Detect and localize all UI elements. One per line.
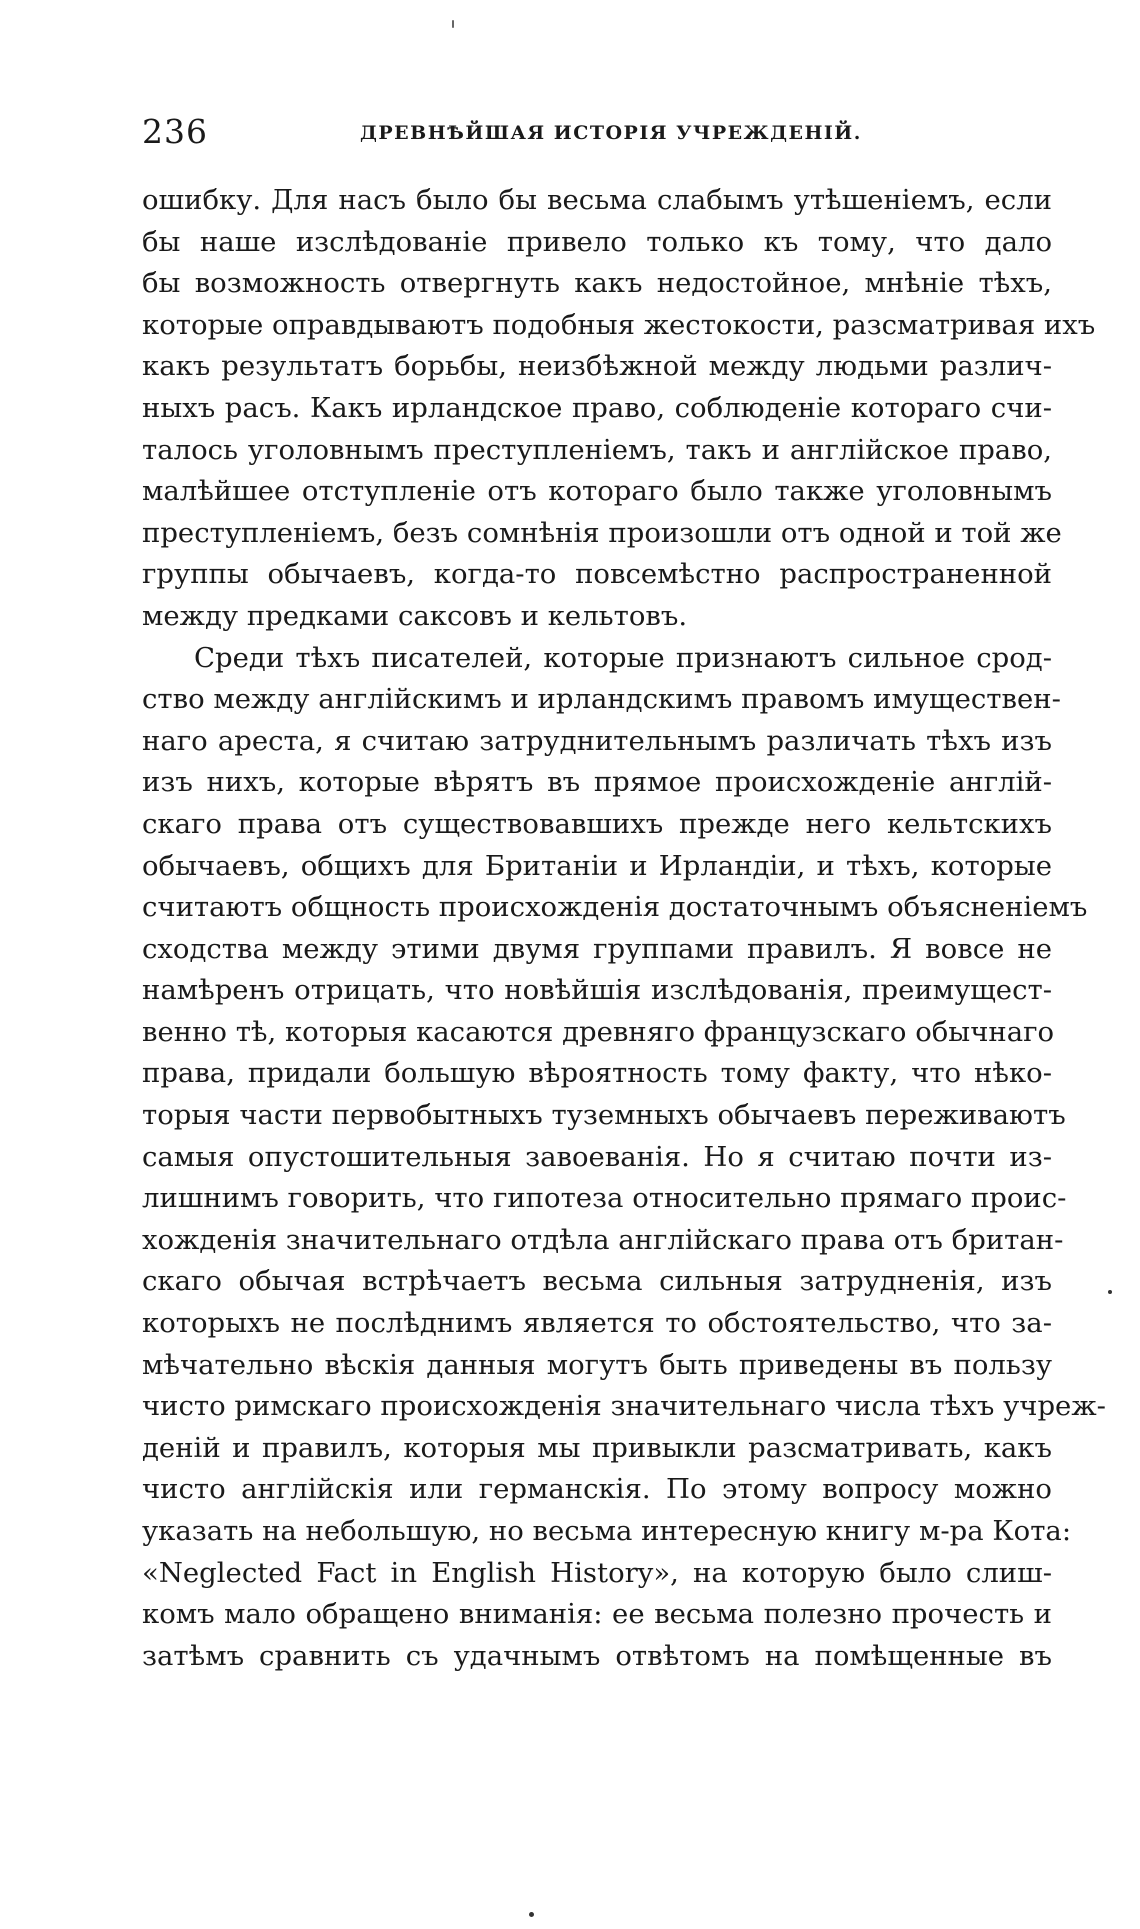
text-line: ство между англійскимъ и ирландскимъ правомъ имуществен- — [142, 683, 1061, 716]
text-line: чисто англійскія или германскія. По этому вопросу можно — [142, 1473, 1052, 1506]
text-line: бы наше изслѣдованіе привело только къ тому, что дало — [142, 225, 1052, 258]
text-line: бы возможность отвергнуть какъ недостойное, мнѣніе тѣхъ, — [142, 267, 1052, 300]
text-line: малѣйшее отступленіе отъ котораго было также уголовнымъ — [142, 475, 1052, 508]
text-line: мѣчательно вѣскія данныя могутъ быть приведены въ пользу — [142, 1348, 1052, 1381]
text-line: венно тѣ, которыя касаются древняго французскаго обычнаго — [142, 1015, 1055, 1048]
text-line: которые оправдываютъ подобныя жестокости, разсматривая ихъ — [142, 308, 1096, 341]
text-line: ошибку. Для насъ было бы весьма слабымъ утѣшеніемъ, если — [142, 184, 1052, 216]
text-line: права, придали большую вѣроятность тому факту, что нѣко- — [142, 1057, 1052, 1090]
running-title: ДРЕВНѢЙШАЯ ИСТОРІЯ УЧРЕЖДЕНІЙ. — [360, 122, 862, 144]
text-line: талось уголовнымъ преступленіемъ, такъ и англійское право, — [142, 433, 1052, 466]
text-line: Среди тѣхъ писателей, которые признаютъ сильное срод- — [194, 641, 1052, 674]
text-line: скаго обычая встрѣчаетъ весьма сильныя затрудненія, изъ — [142, 1265, 1052, 1298]
text-line: ныхъ расъ. Какъ ирландское право, соблюденіе котораго счи- — [142, 391, 1052, 424]
text-line: хожденія значительнаго отдѣла англійскаго права отъ британ- — [142, 1223, 1064, 1256]
paragraph-2 — [142, 638, 1106, 1678]
text-line: обычаевъ, общихъ для Британіи и Ирландіи, и тѣхъ, которые — [142, 849, 1052, 882]
text-line: преступленіемъ, безъ сомнѣнія произошли отъ одной и той же — [142, 516, 1062, 549]
scan-speck — [1108, 1290, 1112, 1294]
body-text — [142, 180, 1106, 1677]
text-line: указать на небольшую, но весьма интересную книгу м-ра Кота: — [142, 1515, 1072, 1547]
page-number: 236 — [142, 112, 208, 151]
text-line: деній и правилъ, которыя мы привыкли разсматривать, какъ — [142, 1431, 1052, 1464]
text-line: самыя опустошительныя завоеванія. Но я считаю почти из- — [142, 1140, 1052, 1173]
text-line: намѣренъ отрицать, что новѣйшія изслѣдованія, преимущест- — [142, 974, 1052, 1007]
scan-speck — [529, 1912, 534, 1917]
text-line: которыхъ не послѣднимъ является то обстоятельство, что за- — [142, 1307, 1052, 1340]
text-line: торыя части первобытныхъ туземныхъ обычаевъ переживаютъ — [142, 1099, 1066, 1132]
text-line: наго ареста, я считаю затруднительнымъ различать тѣхъ изъ — [142, 724, 1052, 757]
text-line: комъ мало обращено вниманія: ее весьма полезно прочесть и — [142, 1598, 1052, 1631]
text-line: между предками саксовъ и кельтовъ. — [142, 599, 688, 632]
text-line: «Neglected Fact in English History», на которую было слиш- — [142, 1556, 1052, 1589]
scan-speck — [452, 20, 454, 28]
text-line: какъ результатъ борьбы, неизбѣжной между людьми различ- — [142, 350, 1052, 383]
text-line: затѣмъ сравнить съ удачнымъ отвѣтомъ на помѣщенные въ — [142, 1639, 1052, 1672]
text-line: считаютъ общность происхожденія достаточнымъ объясненіемъ — [142, 891, 1088, 924]
text-line: группы обычаевъ, когда-то повсемѣстно распространенной — [142, 558, 1052, 591]
text-line: скаго права отъ существовавшихъ прежде него кельтскихъ — [142, 807, 1052, 840]
paragraph-1 — [142, 180, 1096, 638]
text-line: изъ нихъ, которые вѣрятъ въ прямое происхожденіе англій- — [142, 766, 1052, 799]
text-line: лишнимъ говорить, что гипотеза относительно прямаго проис- — [142, 1182, 1067, 1215]
text-line: чисто римскаго происхожденія значительнаго числа тѣхъ учреж- — [142, 1390, 1106, 1423]
running-head — [142, 112, 1052, 152]
text-line: сходства между этими двумя группами правилъ. Я вовсе не — [142, 932, 1052, 965]
